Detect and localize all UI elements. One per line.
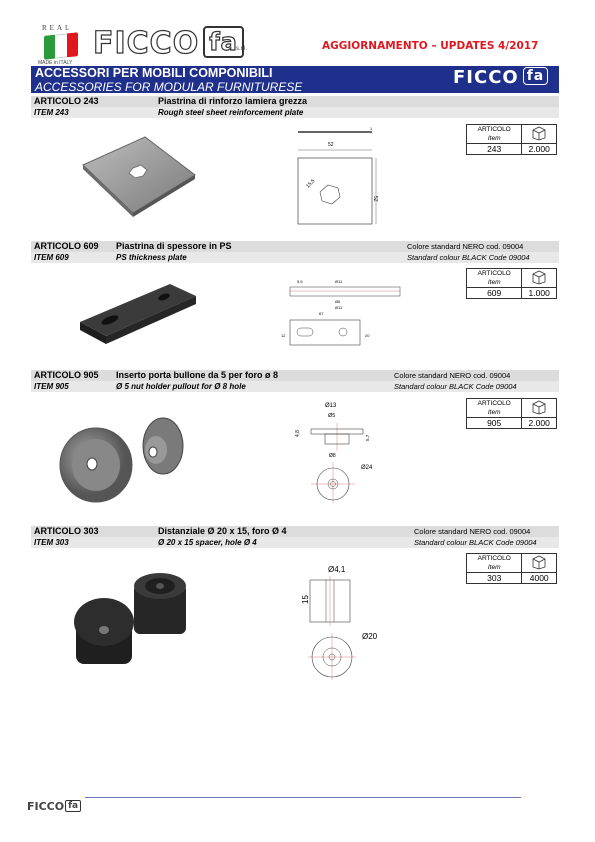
band-logo: FICCO fa: [453, 67, 548, 88]
brand-logo: FICCO fa: [93, 26, 244, 61]
qty-table-243: ARTICOLO Item 243 2.000: [466, 124, 557, 155]
svg-text:Ø8: Ø8: [329, 453, 336, 459]
article-243-row-it: [31, 96, 559, 107]
section-title-it: ACCESSORI PER MOBILI COMPONIBILI: [35, 66, 273, 80]
article-243-row-en: [31, 107, 559, 118]
article-905-row-it: ARTICOLO 905 Inserto porta bullone da 5 per foro ø 8 Colore standard NERO cod. 09004: [31, 370, 559, 381]
item-code: ITEM 243: [34, 108, 69, 117]
svg-text:5,5: 5,5: [297, 279, 303, 284]
company-suffix: s.r.l.: [236, 46, 248, 52]
article-905-row-en: ITEM 905 Ø 5 nut holder pullout for Ø 8 hole Standard colour BLACK Code 09004: [31, 381, 559, 392]
article-609-row-en: ITEM 609 PS thickness plate Standard colour BLACK Code 09004: [31, 252, 559, 263]
svg-text:12: 12: [281, 333, 286, 338]
footer-divider: [85, 797, 521, 798]
insert-905-image: [58, 410, 188, 505]
plate-609-drawing: [275, 275, 415, 360]
svg-text:15: 15: [301, 595, 310, 604]
article-desc: Piastrina di rinforzo lamiera grezza: [158, 96, 308, 106]
svg-text:Ø13: Ø13: [325, 403, 337, 409]
plate-243-drawing: [290, 120, 380, 230]
updates-heading: AGGIORNAMENTO – UPDATES 4/2017: [322, 40, 539, 52]
real-made-in-italy-logo: [38, 24, 86, 68]
svg-text:Ø11: Ø11: [335, 305, 343, 310]
made-in-italy-text: MADE in ITALY: [38, 60, 73, 66]
svg-text:5,7: 5,7: [365, 434, 370, 441]
brand-mark: fa: [203, 26, 244, 58]
box-icon: [530, 554, 548, 570]
plate-609-image: [78, 280, 198, 355]
svg-text:67: 67: [319, 311, 324, 316]
svg-text:Ø20: Ø20: [362, 632, 378, 641]
svg-text:Ø11: Ø11: [335, 279, 343, 284]
plate-243-image: [75, 135, 205, 215]
svg-text:20: 20: [365, 333, 370, 338]
svg-text:Ø4,1: Ø4,1: [328, 565, 346, 574]
svg-text:52: 52: [328, 142, 334, 148]
footer-logo: FICCO fa: [27, 800, 81, 813]
article-code: ARTICOLO 243: [34, 96, 99, 106]
real-text: REAL: [42, 24, 73, 32]
svg-text:Ø24: Ø24: [361, 465, 373, 471]
spacer-303-image: [72, 572, 202, 672]
qty-table-303: ARTICOLO Item 303 4000: [466, 553, 557, 584]
item-desc: Rough steel sheet reinforcement plate: [158, 108, 304, 117]
svg-text:Ø6: Ø6: [335, 299, 341, 304]
article-303-row-en: ITEM 303 Ø 20 x 15 spacer, hole Ø 4 Standard colour BLACK Code 09004: [31, 537, 559, 548]
qty-table-905: ARTICOLO Item 905 2.000: [466, 398, 557, 429]
article-303-row-it: ARTICOLO 303 Distanziale Ø 20 x 15, foro Ø 4 Colore standard NERO cod. 09004: [31, 526, 559, 537]
box-icon: [530, 399, 548, 415]
box-icon: [530, 125, 548, 141]
svg-text:Ø5: Ø5: [328, 413, 336, 419]
qty-code: 243: [467, 144, 522, 155]
svg-text:1: 1: [370, 126, 373, 131]
svg-text:4,8: 4,8: [295, 430, 301, 437]
qty-value: 2.000: [522, 144, 557, 155]
italian-flag-icon: [44, 32, 78, 60]
section-title-en: ACCESSORIES FOR MODULAR FURNITURESE: [35, 80, 303, 94]
qty-table-609: ARTICOLO Item 609 1.000: [466, 268, 557, 299]
svg-text:52: 52: [372, 196, 378, 202]
svg-text:15,5: 15,5: [305, 178, 317, 190]
spacer-303-drawing: [290, 560, 390, 680]
article-609-row-it: ARTICOLO 609 Piastrina di spessore in PS Colore standard NERO cod. 09004: [31, 241, 559, 252]
insert-905-drawing: [295, 395, 385, 505]
box-icon: [530, 269, 548, 285]
